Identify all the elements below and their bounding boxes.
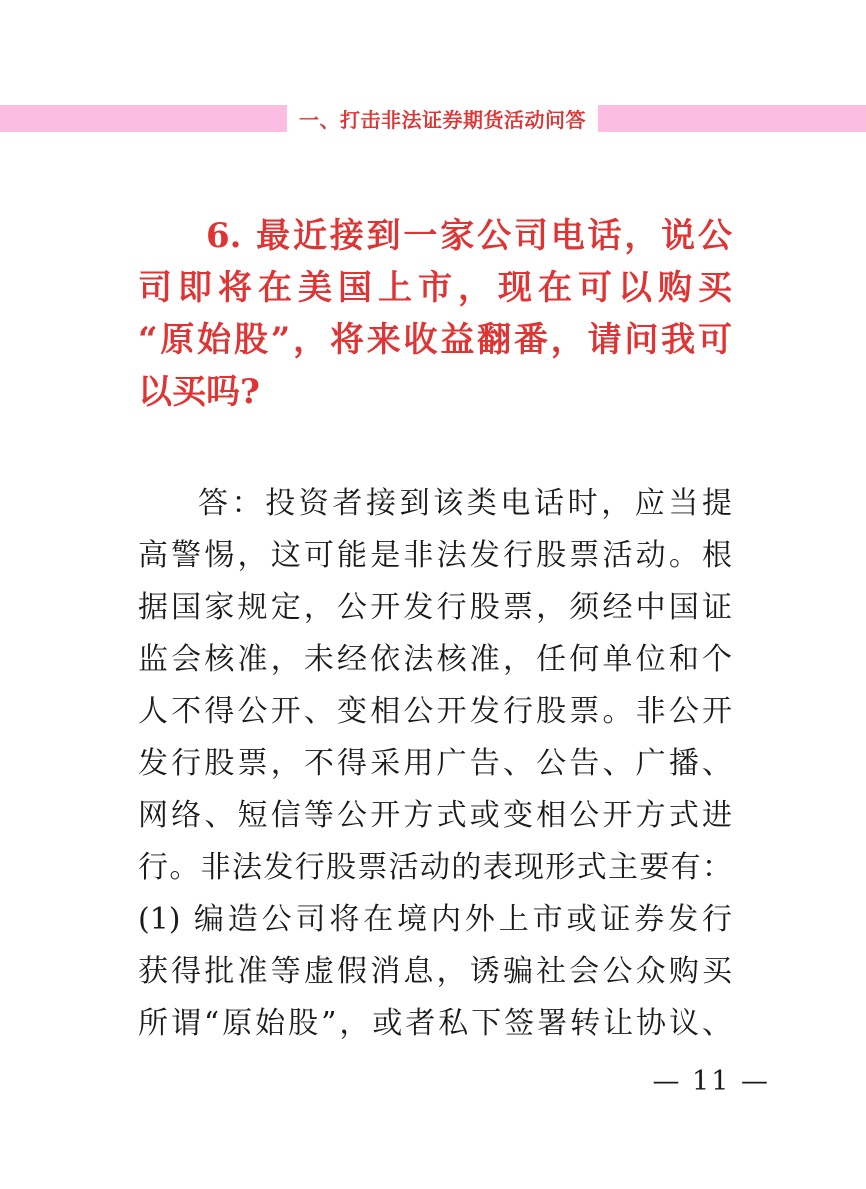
answer-line: 行。非法发行股票活动的表现形式主要有： [138, 850, 732, 885]
answer-line: 据国家规定，公开发行股票，须经中国证 [138, 590, 732, 625]
header-bar-left [0, 105, 287, 132]
page-number: — 11 — [652, 1066, 770, 1097]
answer-line: 高警惕，这可能是非法发行股票活动。根 [138, 538, 732, 573]
question-line: 6. 最近接到一家公司电话，说公 [206, 216, 732, 256]
question-heading [138, 210, 732, 418]
answer-line: 所谓“原始股”，或者私下签署转让协议、 [138, 1006, 732, 1041]
question-line: 司即将在美国上市，现在可以购买 [138, 268, 732, 308]
answer-line: (1) 编造公司将在境内外上市或证券发行 [138, 902, 732, 937]
answer-paragraph [138, 478, 732, 1050]
answer-line: 获得批准等虚假消息，诱骗社会公众购买 [138, 954, 732, 989]
answer-line: 网络、短信等公开方式或变相公开方式进 [138, 798, 732, 833]
chapter-header [0, 105, 866, 132]
answer-line: 监会核准，未经依法核准，任何单位和个 [138, 642, 732, 677]
question-line: “原始股”，将来收益翻番，请问我可 [138, 320, 732, 360]
question-line: 以买吗? [138, 372, 260, 412]
chapter-title: 一、打击非法证券期货活动问答 [299, 108, 586, 132]
header-bar-right [598, 105, 866, 132]
answer-line: 人不得公开、变相公开发行股票。非公开 [138, 694, 732, 729]
answer-line: 发行股票，不得采用广告、公告、广播、 [138, 746, 732, 781]
answer-line: 答：投资者接到该类电话时，应当提 [198, 486, 732, 521]
